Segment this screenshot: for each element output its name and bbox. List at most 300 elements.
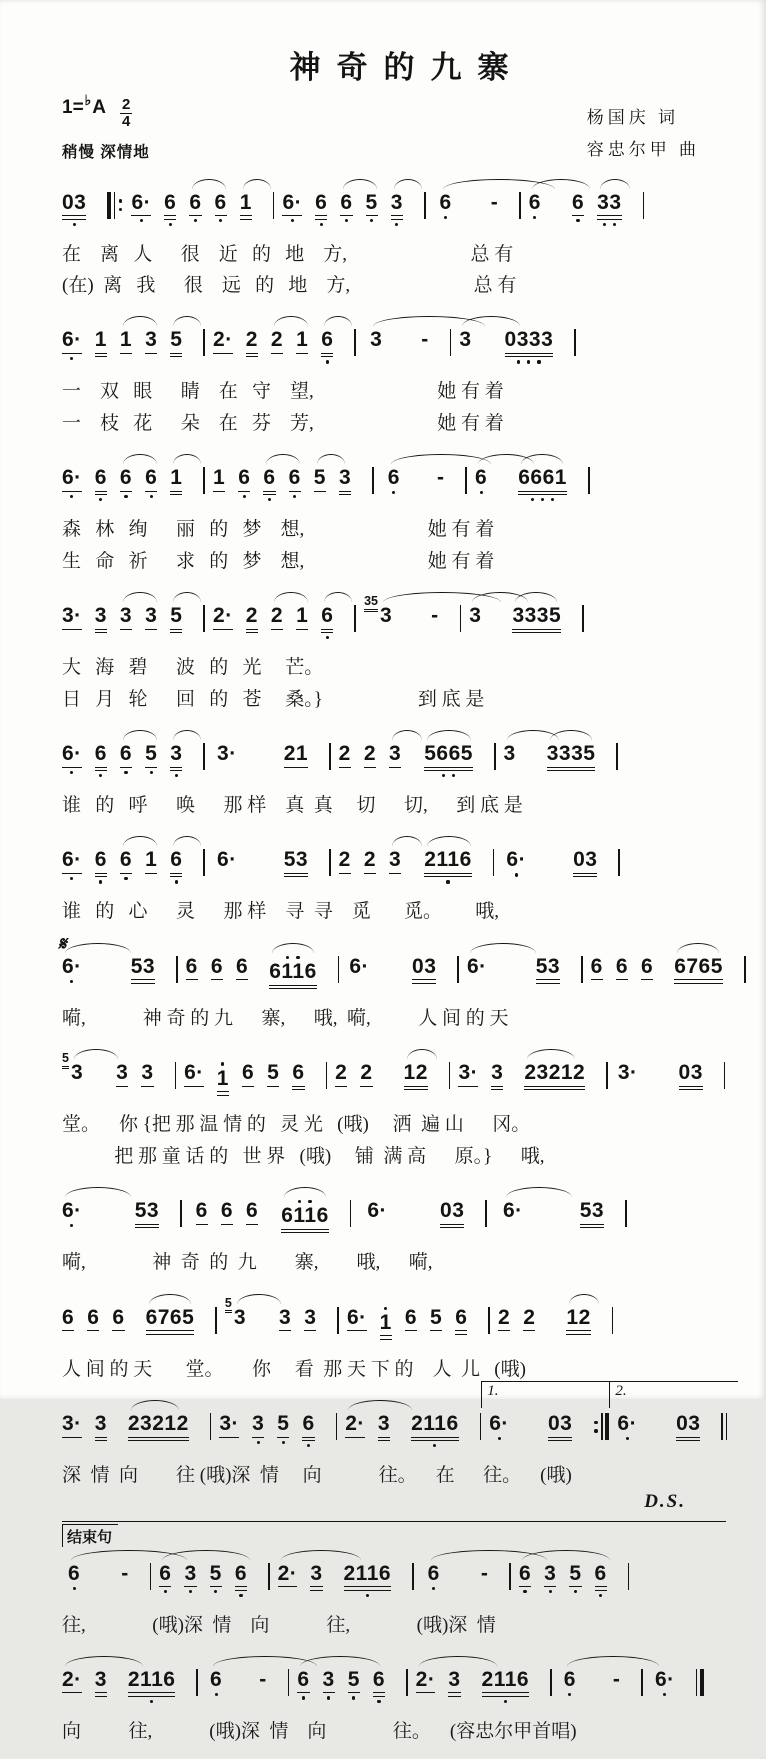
barline-single <box>336 1413 338 1440</box>
octave-dot <box>452 774 455 777</box>
barline-single <box>354 605 356 632</box>
note: 6 <box>405 1307 417 1332</box>
slur-arc <box>550 730 592 743</box>
octave-dot <box>140 219 143 222</box>
slur-arc <box>427 730 471 743</box>
slur-arc <box>600 179 630 192</box>
slur-arc <box>677 943 719 956</box>
barline-begin-repeat <box>107 192 123 219</box>
barline-single <box>424 192 426 219</box>
octave-dot <box>384 1307 387 1310</box>
octave-dot <box>282 1441 285 1444</box>
note: 2 <box>271 329 283 354</box>
note: 6765 <box>674 956 723 984</box>
note: 3· <box>62 605 82 630</box>
slur-arc <box>173 592 201 605</box>
barline-single <box>643 192 645 219</box>
barline-single <box>203 329 205 356</box>
note: 1 <box>145 849 157 874</box>
note: 1 <box>296 329 308 354</box>
lyric-line: 堂。 你 {把 那 温 情 的 灵 光 (哦) 洒 遍 山 冈。 <box>62 1114 531 1136</box>
note: 03 <box>573 849 597 877</box>
grace-note: 35 <box>364 595 378 612</box>
note: 6 <box>164 192 176 226</box>
score-systems <box>58 176 723 1747</box>
lyric-line: 嗬, 神 奇 的 九 寨, 哦, 嗬, <box>62 1252 433 1274</box>
lyric-line: 向 往, (哦)深 情 向 往。 (容忠尔甲首唱) <box>62 1720 577 1742</box>
notes-row <box>62 1653 712 1715</box>
music-system <box>58 933 723 1033</box>
slur-arc <box>407 1049 437 1062</box>
section-divider <box>62 1521 726 1522</box>
note: 53 <box>284 849 308 877</box>
note: 6 <box>475 467 487 494</box>
note: 5 <box>314 467 326 492</box>
lyricist-credit: 杨国庆 词 <box>586 108 679 127</box>
note: 6661 <box>518 467 567 501</box>
note: 6 <box>159 1563 171 1594</box>
slur-arc <box>173 730 201 743</box>
octave-dot <box>70 495 73 498</box>
notes-row <box>62 727 712 789</box>
note: 6 <box>321 605 333 639</box>
note: 6 <box>242 1062 254 1087</box>
note: 6 <box>321 329 333 363</box>
note: 6 <box>302 1413 314 1447</box>
barline-single <box>338 956 340 983</box>
note: 6116 <box>281 1200 329 1233</box>
note: 1 <box>217 1062 229 1095</box>
note: 6116 <box>269 956 317 989</box>
lyric-line: (在) 离 我 很 远 的 地 方, 总 有 <box>62 274 517 296</box>
note: 6 <box>616 956 628 981</box>
note: 6· <box>62 1200 82 1227</box>
note: 6· <box>62 467 82 498</box>
barline-single <box>628 1563 630 1590</box>
barline-single <box>350 1200 352 1227</box>
octave-dot <box>603 223 606 226</box>
octave-dot <box>298 1200 301 1203</box>
barline-single <box>329 849 331 876</box>
barline-single <box>574 329 576 356</box>
note: 2 <box>498 1307 510 1332</box>
barline-single <box>268 1563 270 1590</box>
note: 5 <box>145 743 157 774</box>
octave-dot <box>326 636 329 639</box>
octave-dot <box>70 877 73 880</box>
slur-arc <box>300 1656 380 1669</box>
note: 21 <box>284 743 308 768</box>
slur-arc <box>237 1294 281 1307</box>
octave-dot <box>395 223 398 226</box>
octave-dot <box>523 1590 526 1593</box>
note: 6 <box>388 467 400 494</box>
note: 3 <box>389 849 401 874</box>
note: 6 <box>189 192 201 223</box>
octave-dot <box>626 1437 629 1440</box>
note: 6 <box>455 1307 467 1335</box>
octave-dot <box>531 498 534 501</box>
note: 2 <box>364 743 376 768</box>
barline-single <box>203 849 205 876</box>
octave-dot <box>568 1693 571 1696</box>
barline-single <box>337 1307 339 1334</box>
octave-dot <box>169 223 172 226</box>
barline-single <box>582 605 584 632</box>
barline-single <box>488 1307 490 1334</box>
octave-dot <box>366 1594 369 1597</box>
octave-dot <box>293 495 296 498</box>
note: 6· <box>62 743 82 774</box>
barline-single <box>465 467 467 494</box>
octave-dot <box>551 498 554 501</box>
note: - <box>121 1561 129 1585</box>
octave-dot <box>243 495 246 498</box>
octave-dot <box>150 771 153 774</box>
notes-row <box>62 451 712 513</box>
slur-arc <box>149 1294 191 1307</box>
note: 2 <box>246 329 258 357</box>
barline-single <box>288 1669 290 1696</box>
note: 6 <box>263 467 275 501</box>
note: 3 <box>469 605 481 626</box>
octave-dot <box>377 1700 380 1703</box>
notes-row <box>62 940 723 1002</box>
note: 6 <box>238 467 250 498</box>
note: 3 <box>120 605 132 630</box>
note: 6 <box>289 467 301 498</box>
slur-arc <box>343 179 377 192</box>
slur-arc <box>192 179 226 192</box>
note: 6· <box>617 1413 637 1440</box>
lyric-line: 日 月 轮 回 的 苍 桑。} 到 底 是 <box>62 688 485 710</box>
note: 12 <box>404 1062 428 1090</box>
note: 1 <box>240 192 252 220</box>
octave-dot <box>124 877 127 880</box>
lyric-line: 嗬, 神 奇 的 九 寨, 哦, 嗬, 人 间 的 天 <box>62 1007 509 1029</box>
slur-arc <box>324 592 352 605</box>
note: 6 <box>595 1563 607 1597</box>
note: 2 <box>339 743 351 768</box>
music-system <box>62 589 712 714</box>
score-content <box>58 14 723 1759</box>
note: 53 <box>135 1200 159 1228</box>
slur-arc <box>527 1049 575 1062</box>
note: 6 <box>62 1307 74 1332</box>
octave-dot <box>504 1700 507 1703</box>
lyric-line: 在 离 人 很 近 的 地 方, 总 有 <box>62 243 514 265</box>
barline-final <box>696 1669 704 1696</box>
note: 6· <box>367 1199 388 1223</box>
barline-single <box>372 467 374 494</box>
lyric-line: 一 双 眼 睛 在 守 望, 她 有 着 <box>62 381 504 403</box>
tempo-marking: 稍慢 深情地 <box>62 143 150 161</box>
note: 2116 <box>128 1669 176 1703</box>
note: 3 <box>279 1307 291 1332</box>
octave-dot <box>70 357 73 360</box>
slur-arc <box>272 943 314 956</box>
note: 6 <box>340 192 352 223</box>
credits <box>587 102 700 167</box>
note: 3 <box>380 605 392 626</box>
note: 3 <box>310 1563 322 1591</box>
octave-dot <box>446 880 449 883</box>
octave-dot <box>576 219 579 222</box>
lyric-line: 森 林 绚 丽 的 梦 想, 她 有 着 <box>62 519 495 541</box>
notes-row <box>62 1383 712 1459</box>
note: 0333 <box>505 329 554 363</box>
octave-dot <box>194 219 197 222</box>
song-title: 神奇的九寨 <box>289 50 525 85</box>
note: 3 <box>95 1413 107 1441</box>
note: 3 <box>95 605 107 633</box>
note: 6 <box>572 192 584 223</box>
note: 6 <box>440 192 452 219</box>
octave-dot <box>73 1587 76 1590</box>
note: 6· <box>489 1413 509 1440</box>
grace-note: 5 <box>225 1297 232 1314</box>
note: 2· <box>416 1669 436 1694</box>
slur-arc <box>394 179 422 192</box>
ds-marking: D.S. <box>644 1490 686 1512</box>
octave-dot <box>327 1696 330 1699</box>
lyric-line: 人 间 的 天 堂。 你 看 那 天 下 的 人 儿 (哦) <box>62 1358 526 1380</box>
note: 6 <box>529 192 541 219</box>
note: 6 <box>591 956 603 981</box>
slur-arc <box>281 1550 361 1563</box>
note: 6 <box>68 1563 80 1590</box>
octave-dot <box>239 1594 242 1597</box>
note: 6 <box>211 956 223 981</box>
barline-single <box>588 467 590 494</box>
note: 3 <box>304 1307 316 1332</box>
barline-single <box>180 1200 182 1227</box>
music-system <box>62 727 712 820</box>
notes-row <box>62 833 712 895</box>
note: 6 <box>210 1669 222 1696</box>
note: 6 <box>297 1669 309 1700</box>
note: 6 <box>120 467 132 498</box>
note: 6· <box>62 849 82 880</box>
music-system <box>62 1184 712 1277</box>
slur-arc <box>532 179 590 192</box>
note: 6 <box>315 192 327 226</box>
barline-single <box>493 849 495 876</box>
octave-dot <box>214 1590 217 1593</box>
note: 3 <box>145 329 157 354</box>
barline-single <box>618 849 620 876</box>
note: 3 <box>391 192 403 226</box>
octave-dot <box>663 1693 666 1696</box>
note: 6· <box>655 1669 675 1696</box>
octave-dot <box>352 1696 355 1699</box>
octave-dot <box>498 1437 501 1440</box>
note: 53 <box>536 956 560 984</box>
note: 6· <box>131 192 151 223</box>
note: - <box>480 1561 489 1585</box>
note: 2 <box>523 1307 535 1332</box>
octave-dot <box>515 873 518 876</box>
octave-dot <box>574 1590 577 1593</box>
slur-arc <box>515 592 557 605</box>
barline-single <box>519 192 521 219</box>
note: 12 <box>566 1307 590 1335</box>
music-system <box>62 1383 712 1512</box>
octave-dot <box>291 219 294 222</box>
slur-arc <box>65 1187 131 1200</box>
barline-single <box>457 956 459 983</box>
lyric-line: 谁 的 心 灵 那 样 寻 寻 觅 觅。 哦, <box>62 901 500 923</box>
octave-dot <box>70 1224 73 1227</box>
octave-dot <box>268 498 271 501</box>
slur-arc <box>522 1550 610 1563</box>
octave-dot <box>70 980 73 983</box>
notes-row <box>62 1046 712 1108</box>
note: 3 <box>95 1669 107 1697</box>
slur-arc <box>173 454 201 467</box>
composer-credit: 容忠尔甲 曲 <box>586 140 700 160</box>
lyric-line: 谁 的 呼 唤 那 样 真 真 切 切, 到 底 是 <box>62 795 523 816</box>
octave-dot <box>219 219 222 222</box>
octave-dot <box>370 219 373 222</box>
barline-single <box>606 1062 608 1089</box>
segno-icon: 𝄋 <box>58 933 67 955</box>
note: 2116 <box>482 1669 530 1703</box>
octave-dot <box>307 1444 310 1447</box>
note: 6765 <box>146 1307 195 1335</box>
note: 6 <box>196 1200 208 1225</box>
barline-single <box>449 1062 451 1089</box>
note: 3 <box>145 605 157 630</box>
note: 1 <box>296 605 308 630</box>
barline-single <box>215 1307 217 1334</box>
barline-single <box>210 1413 212 1440</box>
note: 3 <box>71 1062 83 1083</box>
note: 1 <box>213 467 225 492</box>
note: 03 <box>412 956 436 984</box>
note: 3 <box>378 1413 390 1441</box>
octave-dot <box>175 774 178 777</box>
note: 6 <box>215 192 227 223</box>
note: 1 <box>170 467 182 495</box>
music-system <box>62 1653 712 1746</box>
flat-icon: ♭ <box>84 92 92 108</box>
octave-dot <box>124 495 127 498</box>
note: 1 <box>120 329 132 354</box>
notes-row <box>62 1291 712 1353</box>
note: 3 <box>252 1413 264 1444</box>
barline-single <box>203 743 205 770</box>
octave-dot <box>320 223 323 226</box>
octave-dot <box>99 498 102 501</box>
note: 2 <box>246 605 258 633</box>
octave-dot <box>433 1444 436 1447</box>
octave-dot <box>527 360 530 363</box>
note: 3· <box>62 1413 82 1438</box>
slur-arc <box>74 1049 118 1062</box>
note: 3 <box>544 1563 556 1594</box>
slur-arc <box>324 316 352 329</box>
barline-single <box>326 1062 328 1089</box>
octave-dot <box>150 1700 153 1703</box>
music-system <box>62 1046 712 1171</box>
note: 5 <box>170 605 182 633</box>
music-system <box>62 1291 712 1384</box>
note: 6 <box>95 743 107 777</box>
octave-dot <box>189 1590 192 1593</box>
barline-single <box>203 467 205 494</box>
volta-label: 1. <box>487 1383 499 1400</box>
slur-arc <box>65 943 131 956</box>
octave-dot <box>517 360 520 363</box>
octave-dot <box>164 1590 167 1593</box>
barline-single <box>485 1200 487 1227</box>
octave-dot <box>73 223 76 226</box>
octave-dot <box>392 491 395 494</box>
note: 2116 <box>424 849 472 883</box>
note: 6· <box>347 1307 367 1332</box>
note: 6 <box>120 849 132 880</box>
octave-dot <box>286 956 289 959</box>
note: 6 <box>186 956 198 981</box>
slur-arc <box>569 1294 599 1307</box>
barline-single <box>175 1062 177 1089</box>
note: - <box>612 1667 621 1691</box>
note: 6 <box>170 849 182 883</box>
note: 6 <box>246 1200 258 1225</box>
note: 03 <box>62 192 86 226</box>
music-system <box>62 1547 712 1640</box>
notes-row <box>62 1184 712 1246</box>
notes-row <box>62 176 712 238</box>
note: 03 <box>679 1062 703 1090</box>
octave-dot <box>613 223 616 226</box>
note: 5665 <box>424 743 473 777</box>
note: 3· <box>217 742 237 765</box>
lyric-line: 生 命 祈 求 的 梦 想, 她 有 着 <box>62 550 495 572</box>
note: 6· <box>62 329 82 360</box>
note: 3 <box>389 743 401 768</box>
lyric-line: 一 枝 花 朵 在 芬 芳, 她 有 着 <box>62 412 504 434</box>
octave-dot <box>432 1587 435 1590</box>
volta-label: 2. <box>615 1383 627 1400</box>
note: 6 <box>87 1307 99 1332</box>
slur-arc <box>419 1656 497 1669</box>
octave-dot <box>326 360 329 363</box>
key-signature: 1= ♭ A <box>62 92 107 118</box>
note: 1 <box>95 329 107 357</box>
note: - <box>431 604 439 628</box>
note: 5 <box>569 1563 581 1594</box>
note: 53 <box>131 956 155 984</box>
note: - <box>259 1667 267 1691</box>
barline-single <box>616 743 618 770</box>
barline-double <box>721 1413 727 1440</box>
grace-note: 5 <box>62 1052 69 1069</box>
barline-single <box>406 1669 408 1696</box>
barline-single <box>354 329 356 356</box>
barline-single <box>150 1563 152 1590</box>
note: 2116 <box>411 1413 459 1447</box>
note: 5 <box>277 1413 289 1444</box>
barline-single <box>450 329 452 356</box>
note: 6· <box>503 1200 523 1221</box>
note: 6 <box>428 1563 440 1590</box>
octave-dot <box>480 491 483 494</box>
barline-single <box>494 743 496 770</box>
barline-single <box>724 1062 726 1089</box>
note: 3 <box>116 1062 128 1087</box>
